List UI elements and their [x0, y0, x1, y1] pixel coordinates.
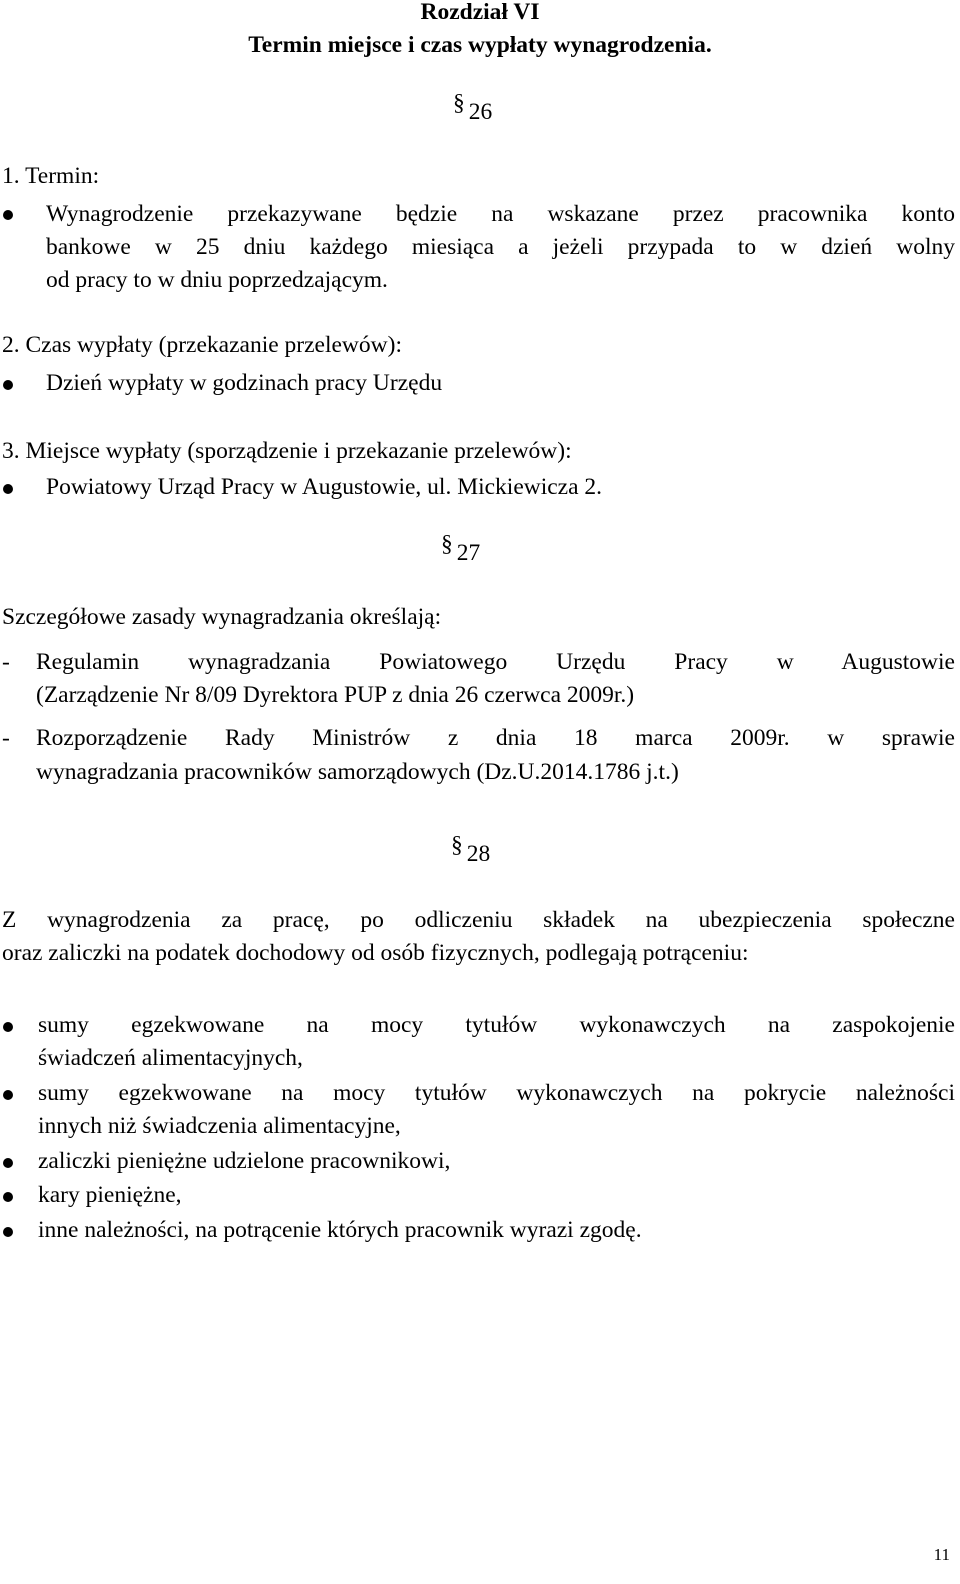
- deduction-item-line: kary pieniężne,: [38, 1182, 182, 1208]
- page-number: 11: [933, 1545, 950, 1564]
- bullet-icon: [3, 1192, 13, 1202]
- bullet-icon: [3, 380, 13, 390]
- bullet-icon: [3, 484, 13, 494]
- regulation-entry-line: wynagradzania pracowników samorządowych (Dz.U.2014.1786 j.t.): [36, 759, 679, 785]
- chapter-title: Termin miejsce i czas wypłaty wynagrodzenia.: [248, 32, 712, 58]
- section-27-intro: Szczegółowe zasady wynagradzania określają:: [2, 604, 442, 630]
- item-1-text-line: od pracy to w dniu poprzedzającym.: [46, 267, 388, 293]
- deduction-item-line: innych niż świadczenia alimentacyjne,: [38, 1113, 401, 1139]
- section-28-intro-line: Z wynagrodzenia za pracę, po odliczeniu składek na ubezpieczenia społeczne: [2, 907, 955, 933]
- deduction-item-line: zaliczki pieniężne udzielone pracownikowi,: [38, 1148, 451, 1174]
- section-sign: §: [453, 90, 465, 116]
- regulation-entry-line: Regulamin wynagradzania Powiatowego Urzędu Pracy w Augustowie: [36, 649, 955, 675]
- section-28-intro-line: oraz zaliczki na podatek dochodowy od osób fizycznych, podlegają potrąceniu:: [2, 940, 749, 966]
- item-2-heading: 2. Czas wypłaty (przekazanie przelewów):: [2, 332, 402, 358]
- deduction-item-line: sumy egzekwowane na mocy tytułów wykonawczych na zaspokojenie: [38, 1012, 955, 1038]
- item-1-text-line: Wynagrodzenie przekazywane będzie na wskazane przez pracownika konto: [46, 201, 955, 227]
- bullet-icon: [3, 1227, 13, 1237]
- list-dash: -: [2, 649, 10, 675]
- item-3-heading: 3. Miejsce wypłaty (sporządzenie i przekazanie przelewów):: [2, 438, 572, 464]
- bullet-icon: [3, 1158, 13, 1168]
- chapter-label: Rozdział VI: [420, 0, 540, 25]
- bullet-icon: [3, 1022, 13, 1032]
- section-number: 27: [456, 540, 481, 566]
- item-2-text: Dzień wypłaty w godzinach pracy Urzędu: [46, 370, 443, 396]
- section-28-heading: [451, 832, 491, 871]
- bullet-icon: [3, 1090, 13, 1100]
- item-1-heading: 1. Termin:: [2, 163, 100, 189]
- list-dash: -: [2, 725, 10, 751]
- section-number: 28: [466, 841, 491, 867]
- item-1-text-line: bankowe w 25 dniu każdego miesiąca a jeżeli przypada to w dzień wolny: [46, 234, 955, 260]
- bullet-icon: [3, 210, 13, 220]
- deduction-item-line: świadczeń alimentacyjnych,: [38, 1045, 303, 1071]
- regulation-entry-line: Rozporządzenie Rady Ministrów z dnia 18 marca 2009r. w sprawie: [36, 725, 955, 751]
- deduction-item-line: inne należności, na potrącenie których pracownik wyrazi zgodę.: [38, 1217, 642, 1243]
- section-sign: §: [441, 531, 453, 557]
- regulation-entry-line: (Zarządzenie Nr 8/09 Dyrektora PUP z dnia 26 czerwca 2009r.): [36, 682, 635, 708]
- section-number: 26: [468, 99, 493, 125]
- section-27-heading: [441, 531, 481, 570]
- section-sign: §: [451, 832, 463, 858]
- section-26-heading: [453, 90, 493, 129]
- deduction-item-line: sumy egzekwowane na mocy tytułów wykonawczych na pokrycie należności: [38, 1080, 955, 1106]
- item-3-text: Powiatowy Urząd Pracy w Augustowie, ul. Mickiewicza 2.: [46, 474, 603, 500]
